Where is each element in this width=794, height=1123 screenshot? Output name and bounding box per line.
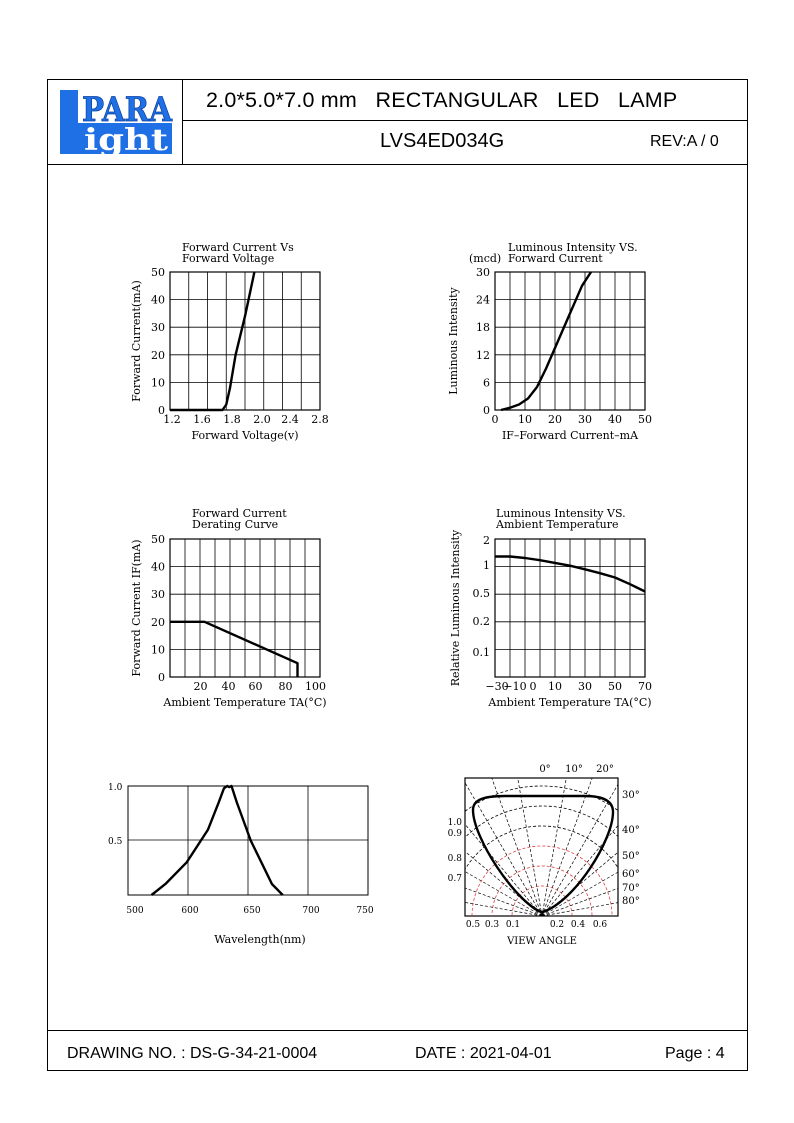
y-tick-label: 1 xyxy=(483,559,490,572)
angle-label: 80° xyxy=(622,896,640,907)
x-tick-label: 30 xyxy=(578,680,592,693)
x-axis-label: Ambient Temperature TA(°C) xyxy=(163,696,327,709)
chart-title-line: Forward Current Vs xyxy=(182,241,294,254)
angle-label: 10° xyxy=(565,764,583,775)
radius-label: 0.9 xyxy=(447,829,462,839)
x-tick-label: 0 xyxy=(491,413,499,426)
y-tick-label: 30 xyxy=(151,588,165,602)
x-tick-label: 650 xyxy=(243,906,261,916)
angle-label: 40° xyxy=(622,825,640,836)
y-tick-label: 50 xyxy=(151,533,165,546)
y-tick-label: 12 xyxy=(476,348,490,362)
radius-label: 0.7 xyxy=(447,874,462,884)
x-tick-label: 30 xyxy=(578,413,592,426)
y-tick-label: 40 xyxy=(151,560,165,574)
radius-label: 0.3 xyxy=(484,920,500,930)
spectrum-curve xyxy=(152,786,283,895)
y-tick-label: 0 xyxy=(158,404,165,417)
drawing-number: DRAWING NO. : DS-G-34-21-0004 xyxy=(67,1045,318,1062)
x-tick-label: 1.6 xyxy=(193,413,211,426)
x-tick-label: −30 xyxy=(485,680,509,693)
y-tick-label: 2 xyxy=(483,534,490,547)
x-tick-label: 500 xyxy=(126,906,144,916)
y-tick-label: 1.0 xyxy=(108,783,123,793)
plot-frame xyxy=(465,778,618,916)
x-tick-label: 50 xyxy=(638,413,652,426)
radius-label: 0.1 xyxy=(505,920,521,930)
revision: REV:A / 0 xyxy=(650,133,719,150)
angle-label: 0° xyxy=(539,764,551,775)
radius-label: 0.6 xyxy=(592,920,608,930)
y-tick-label: 20 xyxy=(151,615,165,629)
angle-label: 50° xyxy=(622,851,640,862)
chart-title-line: Forward Current xyxy=(192,507,287,520)
x-tick-label: 1.2 xyxy=(163,413,181,426)
x-tick-label: 10 xyxy=(518,413,532,426)
x-tick-label: 2.8 xyxy=(311,413,329,426)
x-tick-label: 20 xyxy=(193,680,208,693)
x-tick-label: 70 xyxy=(638,680,652,693)
x-tick-label: 600 xyxy=(181,906,199,916)
radius-label: 0.2 xyxy=(549,920,565,930)
y-tick-label: 0.5 xyxy=(472,587,490,600)
chart-title-line: Luminous Intensity VS. xyxy=(496,507,626,520)
chart-forward-current-vs-voltage xyxy=(120,235,350,450)
x-axis-label: Wavelength(nm) xyxy=(214,933,306,946)
company-logo xyxy=(58,88,174,156)
y-tick-label: 0 xyxy=(483,404,490,417)
x-tick-label: 10 xyxy=(548,680,562,693)
y-axis-label: Forward Current(mA) xyxy=(130,280,143,402)
x-tick-label: 0 xyxy=(529,680,537,693)
x-tick-label: 80 xyxy=(278,680,293,693)
chart-title-line: Forward Voltage xyxy=(182,252,275,265)
x-tick-label: 40 xyxy=(221,680,236,693)
data-curve xyxy=(170,272,254,410)
angle-label: 70° xyxy=(622,883,640,894)
angle-label: 60° xyxy=(622,869,640,880)
x-tick-label: 40 xyxy=(608,413,622,426)
y-tick-label: 6 xyxy=(483,376,490,390)
x-tick-label: 2.0 xyxy=(253,413,271,426)
chart-luminous-vs-forward-current xyxy=(445,235,675,450)
header-logo-divider xyxy=(182,79,183,164)
y-tick-label: 0.1 xyxy=(472,646,490,659)
y-tick-label: 10 xyxy=(151,376,165,390)
y-tick-label: 0 xyxy=(158,671,165,684)
chart-title-line: Ambient Temperature xyxy=(496,518,619,531)
chart-view-angle xyxy=(445,760,660,955)
angle-label: 30° xyxy=(622,790,640,801)
data-curve xyxy=(501,272,591,410)
radius-label: 1.0 xyxy=(447,818,462,828)
chart-title-line: Luminous Intensity VS. xyxy=(508,241,638,254)
y-tick-label: 50 xyxy=(151,266,165,279)
y-tick-label: 24 xyxy=(476,293,490,307)
x-tick-label: 700 xyxy=(302,906,320,916)
document-title: 2.0*5.0*7.0 mm RECTANGULAR LED LAMP xyxy=(206,88,678,112)
x-axis-label: Forward Voltage(v) xyxy=(191,429,299,442)
page-number: Page : 4 xyxy=(665,1045,725,1062)
x-tick-label: 100 xyxy=(305,680,326,693)
y-tick-label: 0.5 xyxy=(108,837,123,847)
y-tick-label: 10 xyxy=(151,643,165,657)
logo-ight-text: ight xyxy=(84,123,169,158)
radius-label: 0.5 xyxy=(465,920,481,930)
footer-top-rule xyxy=(47,1030,748,1031)
logo-para-text: PARA xyxy=(82,90,173,130)
y-tick-label: 30 xyxy=(151,321,165,335)
y-tick-label: 18 xyxy=(476,321,490,335)
x-tick-label: 50 xyxy=(608,680,622,693)
radius-label: 0.4 xyxy=(570,920,586,930)
part-number: LVS4ED034G xyxy=(380,130,505,152)
x-tick-label: 60 xyxy=(248,680,263,693)
x-axis-label: IF–Forward Current–mA xyxy=(501,429,639,442)
y-tick-label: 40 xyxy=(151,293,165,307)
radiation-pattern xyxy=(473,796,613,912)
chart-title-line: Derating Curve xyxy=(192,518,279,531)
x-tick-label: 2.4 xyxy=(281,413,299,426)
header-bottom-rule xyxy=(47,164,748,165)
radius-label: 0.8 xyxy=(447,854,462,864)
x-tick-label: −10 xyxy=(503,680,527,693)
angle-label: 20° xyxy=(596,764,614,775)
chart-forward-current-derating xyxy=(120,505,350,715)
document-date: DATE : 2021-04-01 xyxy=(415,1045,552,1062)
y-tick-label: 20 xyxy=(151,348,165,362)
chart-title-line: Forward Current xyxy=(508,252,603,265)
x-tick-label: 1.8 xyxy=(223,413,241,426)
x-axis-label: Ambient Temperature TA(°C) xyxy=(488,696,652,709)
x-axis-label: VIEW ANGLE xyxy=(507,936,577,947)
y-axis-label: Forward Current IF(mA) xyxy=(130,539,143,677)
y-axis-label: Relative Luminous Intensity xyxy=(449,529,462,687)
header-middle-rule xyxy=(182,120,748,121)
chart-luminous-vs-ambient-temperature xyxy=(445,505,675,715)
chart-spectrum xyxy=(100,770,380,955)
x-tick-label: 20 xyxy=(548,413,562,426)
x-tick-label: 750 xyxy=(356,906,374,916)
chart-unit-label: (mcd) xyxy=(469,252,502,265)
y-tick-label: 0.2 xyxy=(472,615,490,628)
y-tick-label: 30 xyxy=(476,266,490,279)
y-axis-label: Luminous Intensity xyxy=(447,287,460,395)
